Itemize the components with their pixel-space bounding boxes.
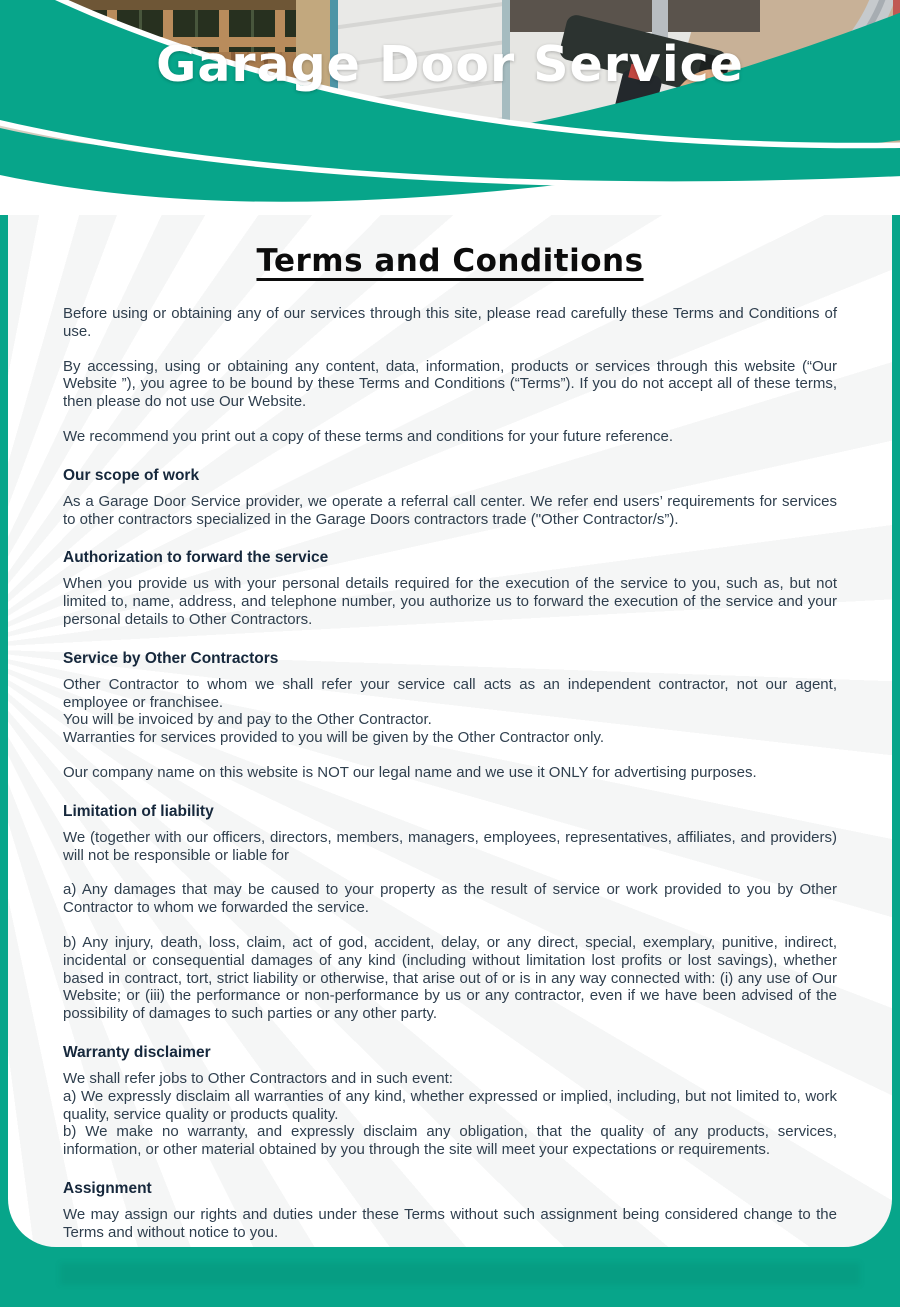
paragraph: As a Garage Door Service provider, we operate a referral call center. We refer end users’ requirements for services to other contractors specialized in the Garage Doors contractors trade ("Other Contractor/s”). xyxy=(63,492,837,528)
paragraph: We may assign our rights and duties under these Terms without such assignment being considered change to the Terms and without notice to you. xyxy=(63,1205,837,1241)
paragraph: By accessing, using or obtaining any content, data, information, products or services through this website (“Our Website ”), you agree to be bound by these Terms and Conditions (“Terms”). If you do not accept all of these terms, then please do not use Our Website. xyxy=(63,357,837,411)
terms-sections xyxy=(63,305,837,1242)
section-heading: Assignment xyxy=(63,1179,152,1197)
page-title: Terms and Conditions xyxy=(256,243,644,279)
paragraph: You will be invoiced by and pay to the Other Contractor. xyxy=(63,711,432,729)
paragraph: Our company name on this website is NOT our legal name and we use it ONLY for advertising purposes. xyxy=(63,763,757,781)
section-heading: Limitation of liability xyxy=(63,802,214,820)
paragraph: b) Any injury, death, loss, claim, act of god, accident, delay, or any direct, special, exemplary, punitive, indirect, incidental or consequential damages of any kind (including without limitation lost profits or lost savings), whether based in contract, tort, strict liability or otherwise, that arise out of or is in any way connected with: (i) any use of Our Website; or (iii) the performance or non-performance by us or any contractor, even if we have been advised of the possibility of damages to such parties or any other party. xyxy=(63,933,837,1023)
paragraph: We recommend you print out a copy of these terms and conditions for your future reference. xyxy=(63,427,674,445)
header-collage-art xyxy=(0,0,900,215)
paragraph: Other Contractor to whom we shall refer your service call acts as an independent contractor, not our agent, employee or franchisee. xyxy=(63,675,837,711)
footer-smudge xyxy=(60,1263,860,1285)
footer-band xyxy=(0,1247,900,1307)
paragraph: Before using or obtaining any of our services through this site, please read carefully these Terms and Conditions of use. xyxy=(63,305,837,340)
header xyxy=(0,0,900,215)
paragraph: b) We make no warranty, and expressly disclaim any obligation, that the quality of any products, services, information, or other material obtained by you through the site will meet your expectations or requirements. xyxy=(63,1123,837,1159)
section-heading: Warranty disclaimer xyxy=(63,1043,211,1061)
section-heading: Authorization to forward the service xyxy=(63,549,329,567)
paragraph: a) Any damages that may be caused to your property as the result of service or work provided to you by Other Contractor to whom we forwarded the service. xyxy=(63,881,837,917)
paragraph: We (together with our officers, directors, members, managers, employees, representatives, affiliates, and providers) will not be responsible or liable for xyxy=(63,828,837,864)
paragraph: Warranties for services provided to you will be given by the Other Contractor only. xyxy=(63,729,605,747)
paragraph: a) We expressly disclaim all warranties of any kind, whether expressed or implied, including, but not limited to, work quality, service quality or products quality. xyxy=(63,1087,837,1123)
section-heading: Service by Other Contractors xyxy=(63,649,279,667)
paragraph: When you provide us with your personal details required for the execution of the service to you, such as, but not limited to, name, address, and telephone number, you authorize us to forward the execution of the service and your personal details to Other Contractors. xyxy=(63,575,837,628)
terms-card xyxy=(8,215,892,1247)
paragraph: We shall refer jobs to Other Contractors and in such event: xyxy=(63,1069,453,1087)
site-title: Garage Door Service xyxy=(156,36,744,93)
section-heading: Our scope of work xyxy=(63,466,200,484)
